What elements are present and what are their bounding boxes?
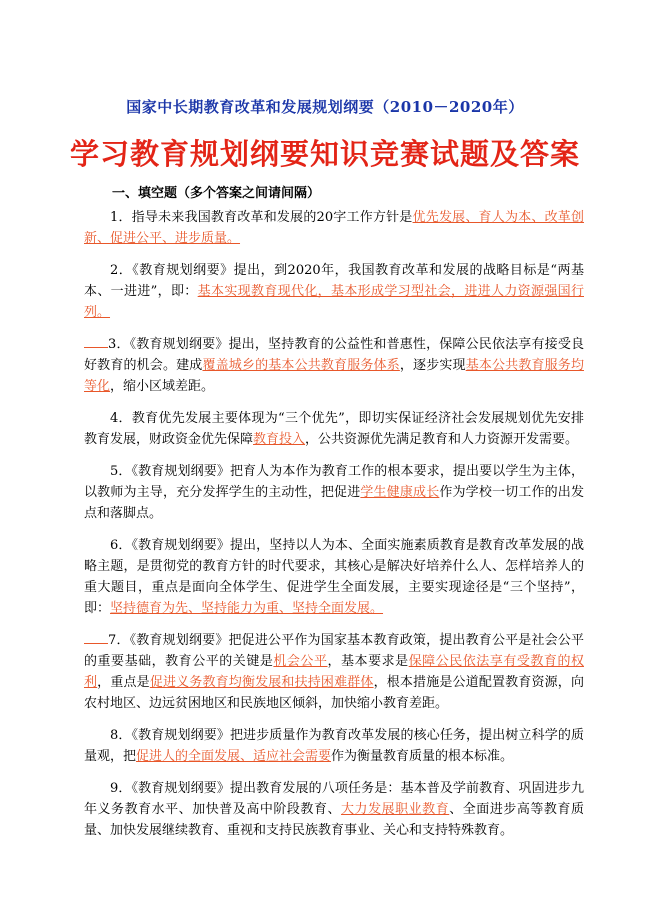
question-text: ，基本要求是 (327, 654, 409, 669)
question-text: 作为衡量教育质量的根本标准。 (331, 749, 514, 764)
question-text: 3．《教育规划纲要》提出，坚持教育的公益性和普惠性，保障公民依法享有接受良好教育的机会。建成 (84, 337, 584, 373)
question-text: 4．教育优先发展主要体现为“三个优先”，即切实保证经济社会发展规划优先安排教育发展，财政资金优先保障 (84, 411, 584, 447)
answer-text: 促进人的全面发展、适应社会需要 (136, 749, 332, 764)
document-subtitle: 国家中长期教育改革和发展规划纲要（2010－2020年） (126, 98, 524, 116)
question-text: ，逐步实现 (399, 358, 466, 373)
question-4 (84, 408, 584, 450)
question-3 (84, 334, 584, 397)
question-text: ，公共资源优先满足教育和人力资源开发需要。 (305, 432, 579, 447)
question-text: 8．《教育规划纲要》把进步质量作为教育改革发展的核心任务，提出树立科学的质量观，把 (84, 728, 584, 764)
question-9 (84, 778, 584, 841)
document-title: 学习教育规划纲要知识竞赛试题及答案 (69, 137, 580, 171)
question-list (84, 207, 584, 852)
section-heading: 一、填空题（多个答案之间请间隔） (112, 186, 321, 201)
blank-underline (84, 335, 108, 348)
question-1 (84, 207, 584, 249)
answer-text: 学生健康成长 (360, 485, 440, 500)
answer-text: 教育投入 (253, 432, 306, 447)
answer-text: 覆盖城乡的基本公共教育服务体系 (202, 358, 400, 373)
question-text: 6．《教育规划纲要》提出，坚持以人为本、全面实施素质教育是教育改革发展的战略主题，是贯彻党的教育方针的时代要求，其核心是解决好培养什么人、怎样培养人的重大题目，重点是面向全体学生、促进学生全面发展，主要实现途径是“三个坚持”，即： (84, 538, 584, 616)
question-text: 2．《教育规划纲要》提出，到2020年，我国教育改革和发展的战略目标是“两基本、一进进”，即： (84, 263, 584, 299)
question-text: ，缩小区域差距。 (110, 379, 215, 394)
answer-text: 保障公民依法享有受教育的权利 (84, 654, 584, 690)
question-6 (84, 535, 584, 619)
question-text: 、全面进步高等教育质量、加快发展继续教育、重视和支持民族教育事业、关心和支持特殊教育。 (84, 802, 584, 838)
question-text: ，根本措施是公道配置教育资源，向农村地区、边远贫困地区和民族地区倾斜，加快缩小教育差距。 (84, 675, 584, 711)
question-text: 7．《教育规划纲要》把促进公平作为国家基本教育政策，提出教育公平是社会公平的重要基础，教育公平的关键是 (84, 633, 584, 669)
answer-text: 优先发展、育人为本、改革创新、促进公平、进步质量。 (84, 210, 584, 246)
answer-text: 机会公平 (273, 654, 328, 669)
question-text: ，重点是 (97, 675, 150, 690)
question-text: 5．《教育规划纲要》把育人为本作为教育工作的根本要求，提出要以学生为主体，以教师为主导，充分发挥学生的主动性，把促进 (84, 464, 584, 500)
question-7 (84, 630, 584, 714)
question-8 (84, 725, 584, 767)
answer-text: 促进义务教育均衡发展和扶持困难群体 (149, 675, 374, 690)
answer-text: 坚持德育为先、坚持能力为重、坚持全面发展。 (110, 601, 384, 616)
answer-text: 基本公共教育服务均等化 (84, 358, 584, 394)
answer-text: 基本实现教育现代化，基本形成学习型社会，进进人力资源强国行列。 (84, 284, 584, 320)
question-text: 1．指导未来我国教育改革和发展的20字工作方针是 (110, 210, 413, 225)
question-2 (84, 260, 584, 323)
question-text: 作为学校一切工作的出发点和落脚点。 (84, 485, 584, 521)
answer-text: 大力发展职业教育 (341, 802, 450, 817)
question-5 (84, 461, 584, 524)
question-text: 9．《教育规划纲要》提出教育发展的八项任务是：基本普及学前教育、巩固进步九年义务教育水平、加快普及高中阶段教育、 (84, 781, 584, 817)
blank-underline (84, 631, 108, 644)
